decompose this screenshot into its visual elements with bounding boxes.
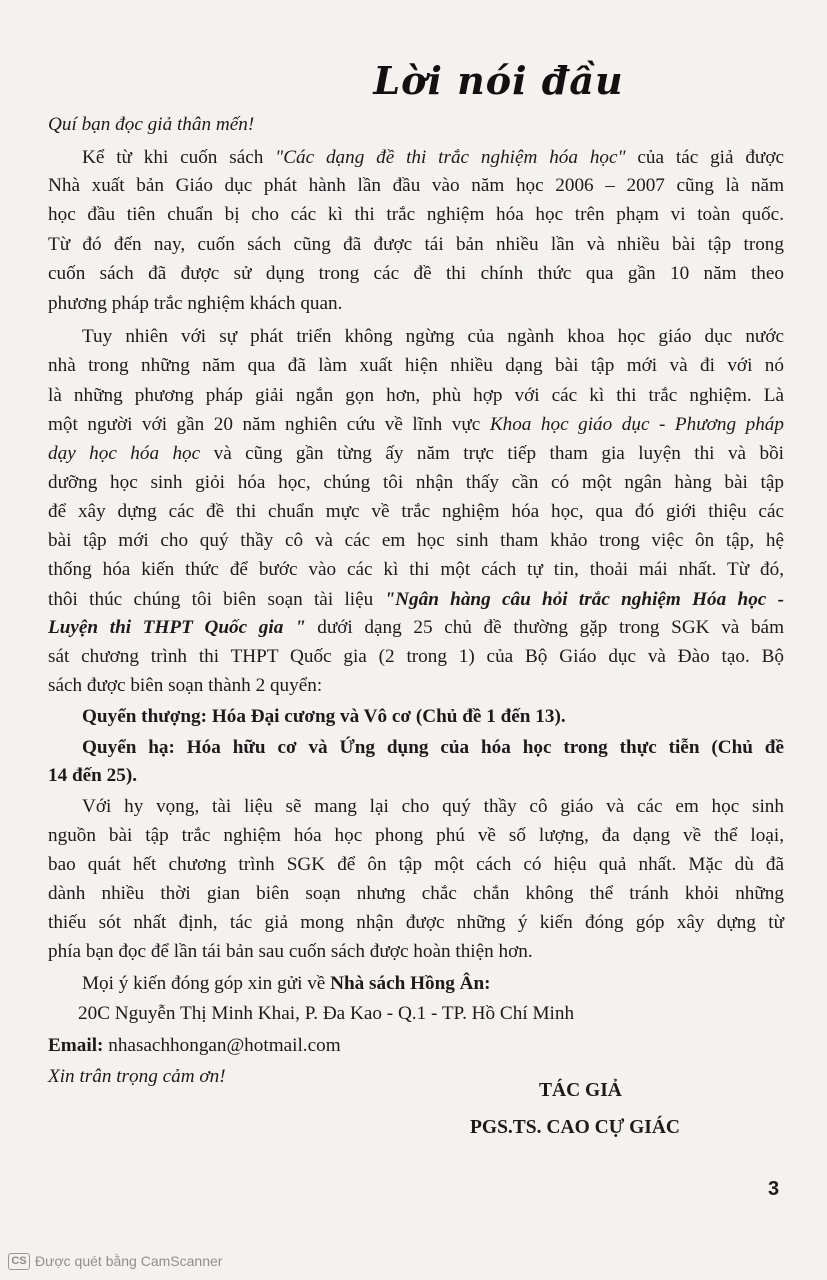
text-segment: phía bạn đọc để lần tái bản sau cuốn sách được hoàn thiện hơn. <box>48 941 533 962</box>
text-segment: 14 đến 25). <box>48 765 138 786</box>
text-segment: sát chương trình thi THPT Quốc gia (2 trong 1) của Bộ Giáo dục và Đào tạo. Bộ <box>48 646 784 667</box>
text-line <box>48 736 784 760</box>
text-segment: Quyển hạ: Hóa hữu cơ và Ứng dụng của hóa học trong thực tiễn (Chủ đề <box>82 737 784 758</box>
text-line <box>48 940 784 964</box>
text-line <box>48 911 784 935</box>
text-line <box>48 442 784 466</box>
text-line <box>48 824 784 848</box>
text-line <box>48 174 784 198</box>
text-line <box>48 645 784 669</box>
text-line <box>48 674 784 698</box>
text-segment: và cũng gần từng ấy năm trực tiếp tham gia luyện thi và bồi <box>200 443 784 464</box>
text-segment: dưới dạng 25 chủ đề thường gặp trong SGK và bám <box>305 617 784 638</box>
camscanner-logo-icon: CS <box>8 1253 30 1270</box>
signature-role: TÁC GIẢ <box>539 1080 622 1101</box>
text-segment: của tác giả được <box>625 147 784 168</box>
text-line <box>48 972 784 996</box>
signature-name: PGS.TS. CAO CỰ GIÁC <box>470 1117 681 1138</box>
text-line <box>48 292 784 316</box>
text-line <box>48 146 784 170</box>
text-segment: Quyển thượng: Hóa Đại cương và Vô cơ (Chủ đề 1 đến 13). <box>82 706 566 727</box>
text-line <box>48 233 784 257</box>
text-line <box>48 588 784 612</box>
text-segment: nhasachhongan@hotmail.com <box>103 1035 341 1056</box>
text-segment: Email: <box>48 1035 104 1056</box>
scanner-watermark <box>8 1251 222 1271</box>
text-segment: Mọi ý kiến đóng góp xin gửi về <box>82 973 331 994</box>
text-line <box>48 616 784 640</box>
text-segment: Xin trân trọng cảm ơn! <box>48 1066 226 1087</box>
text-line <box>48 1065 784 1089</box>
text-line <box>48 413 784 437</box>
page-number: 3 <box>768 1178 780 1200</box>
text-line <box>48 705 784 729</box>
text-segment: phương pháp trắc nghiệm khách quan. <box>48 293 343 314</box>
text-line <box>48 529 784 553</box>
text-segment: thống hóa kiến thức để bước vào các kì thi một cách tự tin, thoải mái nhất. Từ đó, <box>48 559 784 580</box>
text-segment: Quí bạn đọc giả thân mến! <box>48 114 255 135</box>
text-segment: là những phương pháp giải ngắn gọn hơn, phù hợp với các kì thi trắc nghiệm. Là <box>48 385 784 406</box>
text-line <box>48 795 784 819</box>
text-segment: nguồn bài tập trắc nghiệm hóa học phong phú về số lượng, đa dạng về thể loại, <box>48 825 784 846</box>
text-line <box>48 764 784 788</box>
text-segment: Từ đó đến nay, cuốn sách cũng đã được tái bản nhiều lần và nhiều bài tập trong <box>48 234 784 255</box>
text-segment: Với hy vọng, tài liệu sẽ mang lại cho quý thầy cô giáo và các em học sinh <box>82 796 784 817</box>
page-title: Lời nói đầu <box>373 58 624 103</box>
text-line <box>48 471 784 495</box>
text-segment: học đầu tiên chuẩn bị cho các kì thi trắc nghiệm hóa học trên phạm vi toàn quốc. <box>48 204 784 225</box>
text-segment: để xây dựng các đề thi chuẩn mực về trắc nghiệm hóa học, qua đó giới thiệu các <box>48 501 784 522</box>
text-segment: "Các dạng đề thi trắc nghiệm hóa học" <box>275 147 626 168</box>
text-segment: cuốn sách đã được sử dụng trong các đề thi chính thức qua gần 10 năm theo <box>48 263 784 284</box>
text-line <box>48 882 784 906</box>
text-segment: Khoa học giáo dục - Phương pháp <box>489 414 784 435</box>
text-segment: một người với gần 20 năm nghiên cứu về lĩnh vực <box>48 414 490 435</box>
text-line <box>78 1002 784 1026</box>
text-segment: Luyện thi THPT Quốc gia " <box>48 617 306 638</box>
text-line <box>48 354 784 378</box>
text-segment: bao quát hết chương trình SGK để ôn tập một cách có hiệu quả nhất. Mặc dù đã <box>48 854 784 875</box>
text-segment: dạy học hóa học <box>48 443 201 464</box>
text-segment: Tuy nhiên với sự phát triển không ngừng của ngành khoa học giáo dục nước <box>82 326 784 347</box>
text-segment: "Ngân hàng câu hỏi trắc nghiệm Hóa học - <box>384 589 784 610</box>
text-segment: dưỡng học sinh giỏi hóa học, chúng tôi nhận thấy cần có một ngân hàng bài tập <box>48 472 784 493</box>
text-segment: dành nhiều thời gian biên soạn nhưng chắc chắn không thể tránh khỏi những <box>48 883 784 904</box>
text-segment: thôi thúc chúng tôi biên soạn tài liệu <box>48 589 385 610</box>
text-line <box>48 853 784 877</box>
text-segment: thiếu sót nhất định, tác giả mong nhận được những ý kiến đóng góp xây dựng từ <box>48 912 784 933</box>
scanner-text: Được quét bằng CamScanner <box>35 1253 223 1269</box>
text-segment: Kể từ khi cuốn sách <box>82 147 276 168</box>
text-line <box>48 384 784 408</box>
text-segment: bài tập mới cho quý thầy cô và các em học sinh tham khảo trong việc ôn tập, hệ <box>48 530 784 551</box>
text-line <box>48 1034 784 1058</box>
text-segment: 20C Nguyễn Thị Minh Khai, P. Đa Kao - Q.1 - TP. Hồ Chí Minh <box>78 1003 575 1024</box>
text-line <box>48 203 784 227</box>
text-line <box>48 558 784 582</box>
text-line <box>48 262 784 286</box>
text-segment: sách được biên soạn thành 2 quyển: <box>48 675 323 696</box>
text-segment: Nhà xuất bản Giáo dục phát hành lần đầu vào năm học 2006 – 2007 cũng là năm <box>48 175 784 196</box>
text-line <box>48 325 784 349</box>
text-line <box>48 500 784 524</box>
text-segment: Nhà sách Hồng Ân: <box>330 973 491 994</box>
text-line <box>48 113 784 137</box>
text-segment: nhà trong những năm qua đã làm xuất hiện nhiều dạng bài tập mới và đi với nó <box>48 355 784 376</box>
